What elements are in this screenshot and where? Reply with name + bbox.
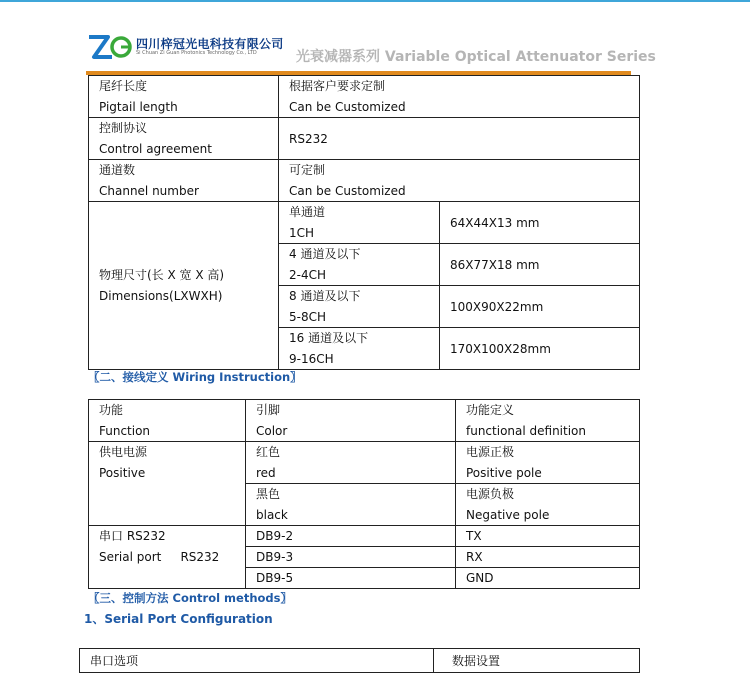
serial-label-en: Serial port RS232 <box>99 549 220 564</box>
positive-pole-cell <box>456 442 640 484</box>
power-label-cell <box>89 442 246 526</box>
black-wire-cell <box>246 484 456 526</box>
channel-label-en: Channel number <box>99 183 199 198</box>
dim-channel-cn: 单通道 <box>289 205 326 219</box>
black-wire-cn: 黑色 <box>256 487 281 501</box>
dim-channel-en: 1CH <box>289 225 315 240</box>
table-row <box>89 76 640 118</box>
function-header <box>89 400 246 442</box>
definition-header-cn: 功能定义 <box>466 403 515 417</box>
red-wire-cn: 红色 <box>256 445 281 459</box>
pigtail-label-cn: 尾纤长度 <box>99 79 148 93</box>
dim-channel-cn: 8 通道及以下 <box>289 289 361 303</box>
definition-value: RX <box>456 547 640 568</box>
pin-value: DB9-3 <box>246 547 456 568</box>
definition-value: GND <box>456 568 640 589</box>
pin-value: DB9-5 <box>246 568 456 589</box>
definition-header <box>456 400 640 442</box>
power-label-en: Positive <box>99 465 146 480</box>
channel-value-cell <box>279 160 640 202</box>
control-value: RS232 <box>279 118 640 160</box>
control-methods-heading: 〖三、控制方法 Control methods〗 <box>88 591 292 605</box>
pigtail-label-en: Pigtail length <box>99 99 178 114</box>
function-header-en: Function <box>99 423 151 438</box>
channel-value-en: Can be Customized <box>289 183 406 198</box>
table-row <box>89 442 640 484</box>
dim-size: 86X77X18 mm <box>440 244 640 286</box>
table-row <box>89 400 640 442</box>
serial-config-heading: 1、Serial Port Configuration <box>84 612 273 626</box>
pin-value: DB9-2 <box>246 526 456 547</box>
table-row <box>89 160 640 202</box>
positive-pole-en: Positive pole <box>466 465 542 480</box>
spec-table <box>88 75 640 370</box>
pigtail-value-cn: 根据客户要求定制 <box>289 79 386 93</box>
red-wire-cell <box>246 442 456 484</box>
serial-label-cell <box>89 526 246 589</box>
wiring-table <box>88 399 640 589</box>
company-name-cn: 四川梓冠光电科技有限公司 <box>136 37 284 51</box>
definition-value: TX <box>456 526 640 547</box>
dim-channels-cell <box>279 202 440 244</box>
pin-header-en: Color <box>256 423 288 438</box>
negative-pole-cn: 电源负极 <box>466 487 515 501</box>
definition-header-en: functional definition <box>466 423 587 438</box>
channel-value-cn: 可定制 <box>289 163 326 177</box>
negative-pole-en: Negative pole <box>466 507 550 522</box>
function-header-cn: 功能 <box>99 403 124 417</box>
company-logo-icon <box>86 31 136 63</box>
wiring-heading: 〖二、接线定义 Wiring Instruction〗 <box>88 370 302 384</box>
channel-label-cell <box>89 160 279 202</box>
dim-channels-cell <box>279 328 440 370</box>
table-row <box>80 649 640 673</box>
control-label-cn: 控制协议 <box>99 121 148 135</box>
table-row <box>89 118 640 160</box>
dim-channel-en: 5-8CH <box>289 309 327 324</box>
page-header <box>86 30 656 76</box>
dim-channels-cell <box>279 286 440 328</box>
config-value-header: 数据设置 <box>434 649 640 673</box>
dim-channel-cn: 4 通道及以下 <box>289 247 361 261</box>
dim-channel-cn: 16 通道及以下 <box>289 331 369 345</box>
channel-label-cn: 通道数 <box>99 163 136 177</box>
red-wire-en: red <box>256 465 276 480</box>
dimensions-label-cell <box>89 202 279 370</box>
control-label-cell <box>89 118 279 160</box>
pin-header <box>246 400 456 442</box>
top-rule <box>0 0 750 2</box>
series-title: 光衰减器系列 Variable Optical Attenuator Series <box>296 49 656 65</box>
serial-label-cn: 串口 RS232 <box>99 529 166 543</box>
power-label-cn: 供电电源 <box>99 445 148 459</box>
config-option-header: 串口选项 <box>80 649 434 673</box>
company-name-en: Si Chuan Zi Guan Photonics Technology Co., LTD <box>136 50 257 56</box>
positive-pole-cn: 电源正极 <box>466 445 515 459</box>
negative-pole-cell <box>456 484 640 526</box>
dim-size: 170X100X28mm <box>440 328 640 370</box>
dim-channel-en: 9-16CH <box>289 351 334 366</box>
dimensions-label-en: Dimensions(LXWXH) <box>99 288 223 303</box>
dim-channel-en: 2-4CH <box>289 267 327 282</box>
dim-size: 64X44X13 mm <box>440 202 640 244</box>
pigtail-value-en: Can be Customized <box>289 99 406 114</box>
table-row <box>89 202 640 244</box>
pin-header-cn: 引脚 <box>256 403 281 417</box>
pigtail-value-cell <box>279 76 640 118</box>
table-row <box>89 526 640 547</box>
control-label-en: Control agreement <box>99 141 212 156</box>
dim-size: 100X90X22mm <box>440 286 640 328</box>
config-table <box>79 648 640 673</box>
pigtail-label-cell <box>89 76 279 118</box>
dimensions-label-cn: 物理尺寸(长 X 宽 X 高) <box>99 268 225 282</box>
black-wire-en: black <box>256 507 288 522</box>
dim-channels-cell <box>279 244 440 286</box>
